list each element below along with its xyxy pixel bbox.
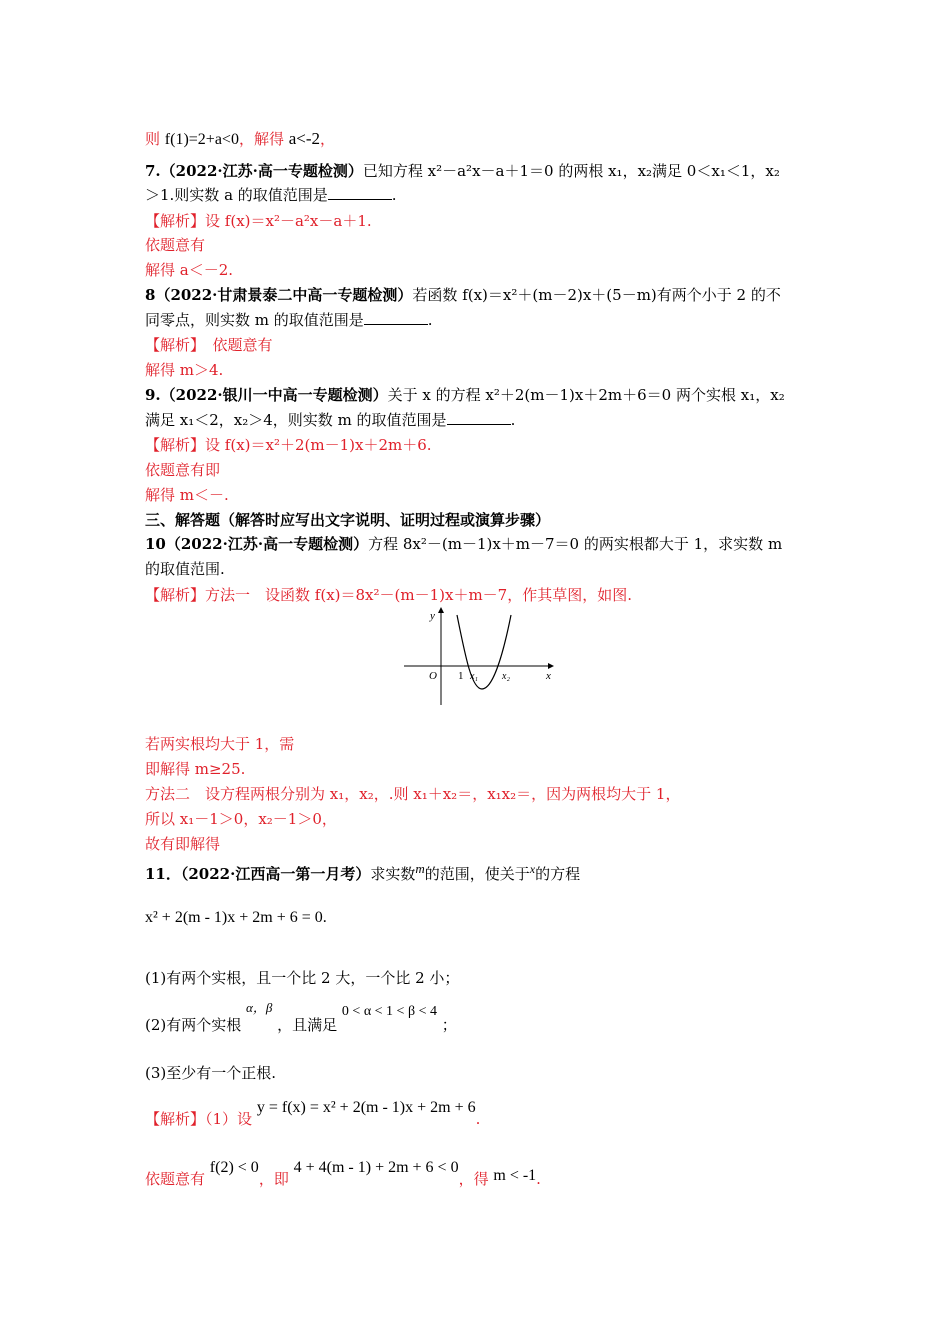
y-axis-arrow-icon bbox=[438, 607, 444, 613]
q11-var-x: x bbox=[529, 862, 536, 876]
q10-solution-line-5: 所以 x₁－1＞0，x₂－1＞0， bbox=[145, 810, 337, 828]
q9-stem-text: 关于 x 的方程 x²＋2(m－1)x＋2m＋6＝0 两个实根 x₁，x₂ bbox=[387, 386, 785, 404]
q6-sep: ，解得 bbox=[238, 130, 284, 148]
q10-solution-line-3: 即解得 m≥25. bbox=[145, 760, 246, 778]
q11-solution-function: y = f(x) = x² + 2(m - 1)x + 2m + 6 bbox=[256, 1099, 476, 1116]
q9-solution-line-3: 解得 m＜－. bbox=[145, 486, 229, 504]
q9-period: . bbox=[510, 411, 516, 429]
q10-stem-text: 方程 8x²－(m－1)x＋m－7＝0 的两实根都大于 1，求实数 m bbox=[368, 535, 783, 553]
q11-part-2-condition: 0 < α < 1 < β < 4 bbox=[341, 1004, 437, 1019]
q9-stem-text-2: 满足 x₁＜2，x₂＞4，则实数 m 的取值范围是 bbox=[145, 411, 447, 429]
q8-solution-label: 【解析】 bbox=[145, 336, 198, 354]
q7-stem-line-2 bbox=[145, 184, 397, 206]
q6-formula-2: a<-2 bbox=[288, 129, 321, 148]
q10-solution-text-1: 方法一 设函数 f(x)＝8x²－(m－1)x＋m－7，作其草图，如图. bbox=[205, 586, 632, 604]
q10-source: （2022·江苏·高一专题检测） bbox=[165, 535, 369, 553]
q11-solution-b-mid: ，即 bbox=[258, 1170, 289, 1188]
q11-part-2-end: ； bbox=[441, 1016, 457, 1034]
q11-part-2-b: ，且满足 bbox=[277, 1016, 338, 1034]
q7-solution-text-1: 设 f(x)＝x²－a²x－a＋1. bbox=[205, 212, 372, 230]
q9-solution-line-2: 依题意有即 bbox=[145, 461, 221, 479]
x-axis-label: x bbox=[546, 670, 551, 682]
q11-part-2-vars: α，β bbox=[246, 1000, 273, 1015]
section-3-heading: 三、解答题（解答时应写出文字说明、证明过程或演算步骤） bbox=[145, 511, 551, 529]
root-x1-label: x₁ bbox=[470, 671, 478, 682]
q7-solution-line-3: 解得 a＜－2. bbox=[145, 261, 234, 279]
q9-source: （2022·银川一中高一专题检测） bbox=[160, 386, 388, 404]
q8-stem-text: 若函数 f(x)＝x²＋(m－2)x＋(5－m)有两个小于 2 的不 bbox=[412, 286, 781, 304]
q11-solution-line-2 bbox=[145, 1159, 541, 1191]
x-axis-arrow-icon bbox=[548, 663, 554, 669]
q11-number: 11． bbox=[145, 865, 181, 883]
q9-stem-line-2 bbox=[145, 409, 515, 431]
q8-solution-line-1 bbox=[145, 334, 273, 356]
q11-solution-label: 【解析】 bbox=[145, 1110, 206, 1128]
q7-stem-line-1 bbox=[145, 160, 780, 182]
q7-stem-text-2: ＞1.则实数 a 的取值范围是 bbox=[145, 186, 328, 204]
tick-1-label: 1 bbox=[458, 670, 464, 682]
q9-number: 9. bbox=[145, 386, 161, 404]
q10-parabola-sketch bbox=[400, 605, 560, 710]
q6-formula-1: f(1)=2+a<0 bbox=[164, 131, 239, 148]
q10-solution-line-1 bbox=[145, 584, 632, 606]
q6-conclusion bbox=[145, 128, 335, 151]
q8-solution-text-1: 依题意有 bbox=[197, 336, 273, 354]
q9-stem-line-1 bbox=[145, 384, 785, 406]
q11-solution-f2: f(2) < 0 bbox=[209, 1159, 259, 1176]
q11-solution-a: （1）设 bbox=[205, 1110, 253, 1128]
q11-solution-b: 依题意有 bbox=[145, 1170, 206, 1188]
q10-solution-label: 【解析】 bbox=[145, 586, 206, 604]
q10-stem-line-1 bbox=[145, 533, 782, 555]
q8-solution-line-2: 解得 m＞4. bbox=[145, 361, 224, 379]
q9-solution-label: 【解析】 bbox=[145, 436, 206, 454]
q10-solution-line-2: 若两实根均大于 1，需 bbox=[145, 735, 295, 753]
q11-stem-c: 的方程 bbox=[535, 865, 581, 883]
q11-source: （2022·江西高一第一月考） bbox=[180, 865, 371, 883]
q8-stem-text-2: 同零点，则实数 m 的取值范围是 bbox=[145, 311, 364, 329]
q10-solution-line-6: 故有即解得 bbox=[145, 835, 221, 853]
q8-period: . bbox=[427, 311, 433, 329]
q6-end: ， bbox=[320, 130, 336, 148]
q10-stem-line-2: 的取值范围. bbox=[145, 560, 225, 578]
q11-solution-inequality: 4 + 4(m - 1) + 2m + 6 < 0 bbox=[293, 1159, 459, 1176]
q10-solution-line-4: 方法二 设方程两根分别为 x₁，x₂，.则 x₁＋x₂＝，x₁x₂＝，因为两根均大于 1， bbox=[145, 785, 681, 803]
q7-number: 7. bbox=[145, 162, 161, 180]
q9-solution-line-1 bbox=[145, 434, 432, 456]
q7-stem-text: 已知方程 x²－a²x－a＋1＝0 的两根 x₁，x₂满足 0＜x₁＜1，x₂ bbox=[362, 162, 780, 180]
q11-solution-b-mid2: ，得 bbox=[458, 1170, 489, 1188]
q11-solution-result: m < -1 bbox=[493, 1167, 537, 1184]
origin-label: O bbox=[429, 670, 437, 682]
q11-stem-b: 的范围，使关于 bbox=[424, 865, 530, 883]
q7-source: （2022·江苏·高一专题检测） bbox=[160, 162, 363, 180]
q8-answer-blank[interactable] bbox=[364, 310, 428, 325]
root-x2-label: x₂ bbox=[502, 671, 510, 682]
q11-equation: x² + 2(m - 1)x + 2m + 6 = 0. bbox=[145, 909, 327, 926]
q7-solution-label: 【解析】 bbox=[145, 212, 206, 230]
y-axis-label: y bbox=[430, 610, 435, 622]
q11-part-2 bbox=[145, 1000, 457, 1038]
q6-ze: 则 bbox=[145, 130, 161, 148]
q11-solution-a-end: . bbox=[475, 1110, 481, 1128]
q8-stem-line-2 bbox=[145, 309, 433, 331]
q8-source: （2022·甘肃景泰二中高一专题检测） bbox=[155, 286, 413, 304]
q11-solution-b-end: . bbox=[536, 1170, 541, 1188]
q9-answer-blank[interactable] bbox=[447, 410, 511, 425]
q8-stem-line-1 bbox=[145, 284, 781, 306]
q11-part-2-a: (2)有两个实根 bbox=[145, 1016, 242, 1034]
q8-number: 8 bbox=[145, 286, 156, 304]
q11-var-m: m bbox=[415, 861, 425, 876]
q7-period: . bbox=[391, 186, 397, 204]
q7-answer-blank[interactable] bbox=[328, 185, 392, 200]
q11-stem-a: 求实数 bbox=[370, 865, 416, 883]
q7-solution-line-1 bbox=[145, 210, 372, 232]
q11-solution-line-1 bbox=[145, 1099, 481, 1131]
q7-solution-line-2: 依题意有 bbox=[145, 236, 206, 254]
q11-part-3: (3)至少有一个正根. bbox=[145, 1064, 277, 1082]
q9-solution-text-1: 设 f(x)＝x²＋2(m－1)x＋2m＋6. bbox=[205, 436, 432, 454]
q11-part-1: (1)有两个实根，且一个比 2 大，一个比 2 小； bbox=[145, 969, 460, 987]
q11-stem-line-1 bbox=[145, 858, 580, 885]
q10-number: 10 bbox=[145, 535, 166, 553]
